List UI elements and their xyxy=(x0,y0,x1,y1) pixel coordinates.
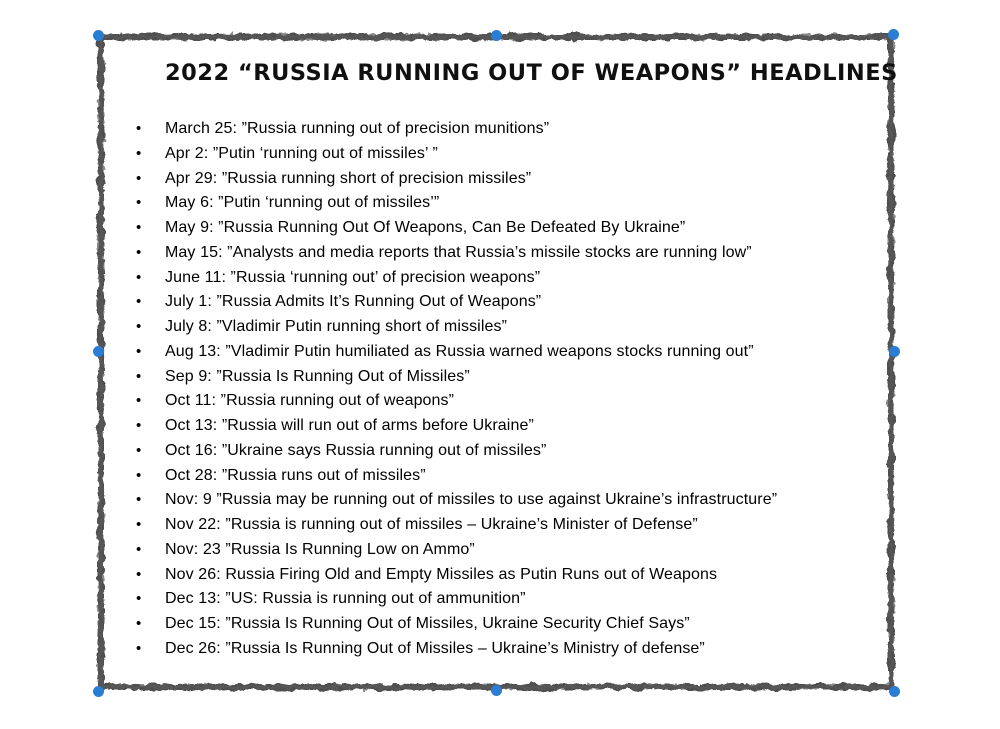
headline-text: Oct 11: ”Russia running out of weapons” xyxy=(165,392,455,410)
list-item xyxy=(136,117,777,142)
headline-text: May 9: ”Russia Running Out Of Weapons, Can Be Defeated By Ukraine” xyxy=(165,219,686,236)
headline-text: Apr 2: ”Putin ‘running out of missiles’ ” xyxy=(165,144,438,162)
list-item xyxy=(136,241,777,266)
headline-text: June 11: ”Russia ‘running out’ of precision weapons” xyxy=(165,268,541,286)
list-item xyxy=(136,538,777,563)
headline-text: Nov 22: ”Russia is running out of missiles – Ukraine’s Minister of Defense” xyxy=(165,516,698,533)
bullet-icon: • xyxy=(136,540,142,558)
list-item xyxy=(136,340,777,365)
list-item xyxy=(136,637,777,662)
list-item xyxy=(136,191,777,216)
selection-handle-middle-left[interactable] xyxy=(93,346,104,357)
list-item xyxy=(136,464,777,489)
list-item xyxy=(136,414,777,439)
list-item xyxy=(136,563,777,588)
headline-text: July 8: ”Vladimir Putin running short of missiles” xyxy=(165,318,508,335)
bullet-icon: • xyxy=(136,367,142,385)
headline-text: July 1: ”Russia Admits It’s Running Out of Weapons” xyxy=(165,293,542,311)
bullet-icon: • xyxy=(136,516,142,533)
list-item xyxy=(136,216,777,241)
headline-text: Nov 26: Russia Firing Old and Empty Missiles as Putin Runs out of Weapons xyxy=(165,565,718,583)
list-item xyxy=(136,488,778,513)
list-item xyxy=(136,290,777,315)
selection-handle-bottom-right[interactable] xyxy=(889,686,900,697)
list-item xyxy=(136,266,777,291)
list-item xyxy=(136,389,777,414)
list-item xyxy=(136,315,777,340)
page-title: 2022 “RUSSIA RUNNING OUT OF WEAPONS” HEADLINES xyxy=(165,60,898,86)
bullet-icon: • xyxy=(136,565,142,583)
bullet-icon: • xyxy=(136,615,142,632)
list-item xyxy=(136,365,777,390)
headline-text: May 15: ”Analysts and media reports that Russia’s missile stocks are running low” xyxy=(165,243,752,261)
bullet-icon: • xyxy=(136,243,142,261)
headline-text: Dec 26: ”Russia Is Running Out of Missiles – Ukraine’s Ministry of defense” xyxy=(165,639,705,657)
bullet-icon: • xyxy=(136,318,142,335)
headline-text: Nov: 23 ”Russia Is Running Low on Ammo” xyxy=(165,540,475,558)
bullet-icon: • xyxy=(136,293,142,311)
headline-text: Nov: 9 ”Russia may be running out of missiles to use against Ukraine’s infrastructure” xyxy=(165,491,778,509)
headline-text: Oct 16: ”Ukraine says Russia running out of missiles” xyxy=(165,441,547,459)
list-item xyxy=(136,439,777,464)
headline-text: Sep 9: ”Russia Is Running Out of Missiles” xyxy=(165,367,470,385)
headline-text: Dec 15: ”Russia Is Running Out of Missiles, Ukraine Security Chief Says” xyxy=(165,615,690,632)
bullet-icon: • xyxy=(136,219,142,236)
headline-text: Apr 29: ”Russia running short of precision missiles” xyxy=(165,169,532,187)
selection-handle-top-left[interactable] xyxy=(93,30,104,41)
list-item xyxy=(136,142,777,167)
bullet-icon: • xyxy=(136,268,142,286)
headline-text: Dec 13: ”US: Russia is running out of ammunition” xyxy=(165,590,526,608)
list-item xyxy=(136,167,777,192)
selection-handle-top-right[interactable] xyxy=(888,29,899,40)
headline-list xyxy=(136,117,778,662)
bullet-icon: • xyxy=(136,342,142,360)
bullet-icon: • xyxy=(136,194,142,212)
bullet-icon: • xyxy=(136,491,142,509)
bullet-icon: • xyxy=(136,639,142,657)
bullet-icon: • xyxy=(136,441,142,459)
headline-text: Oct 28: ”Russia runs out of missiles” xyxy=(165,466,426,484)
list-item xyxy=(136,587,777,612)
headline-text: March 25: ”Russia running out of precision munitions” xyxy=(165,120,550,137)
selected-image[interactable] xyxy=(93,29,899,695)
list-item xyxy=(136,612,777,637)
bullet-icon: • xyxy=(136,466,142,484)
selection-handle-middle-right[interactable] xyxy=(889,346,900,357)
headline-text: Aug 13: ”Vladimir Putin humiliated as Russia warned weapons stocks running out” xyxy=(165,342,754,360)
selection-handle-top-middle[interactable] xyxy=(491,30,502,41)
bullet-icon: • xyxy=(136,417,142,434)
selection-handle-bottom-middle[interactable] xyxy=(491,685,502,696)
bullet-icon: • xyxy=(136,169,142,187)
selection-handle-bottom-left[interactable] xyxy=(93,686,104,697)
headline-text: Oct 13: ”Russia will run out of arms before Ukraine” xyxy=(165,417,534,434)
bullet-icon: • xyxy=(136,392,142,410)
list-item xyxy=(136,513,777,538)
bullet-icon: • xyxy=(136,144,142,162)
bullet-icon: • xyxy=(136,590,142,608)
bullet-icon: • xyxy=(136,120,142,137)
headline-text: May 6: ”Putin ‘running out of missiles’” xyxy=(165,194,440,212)
